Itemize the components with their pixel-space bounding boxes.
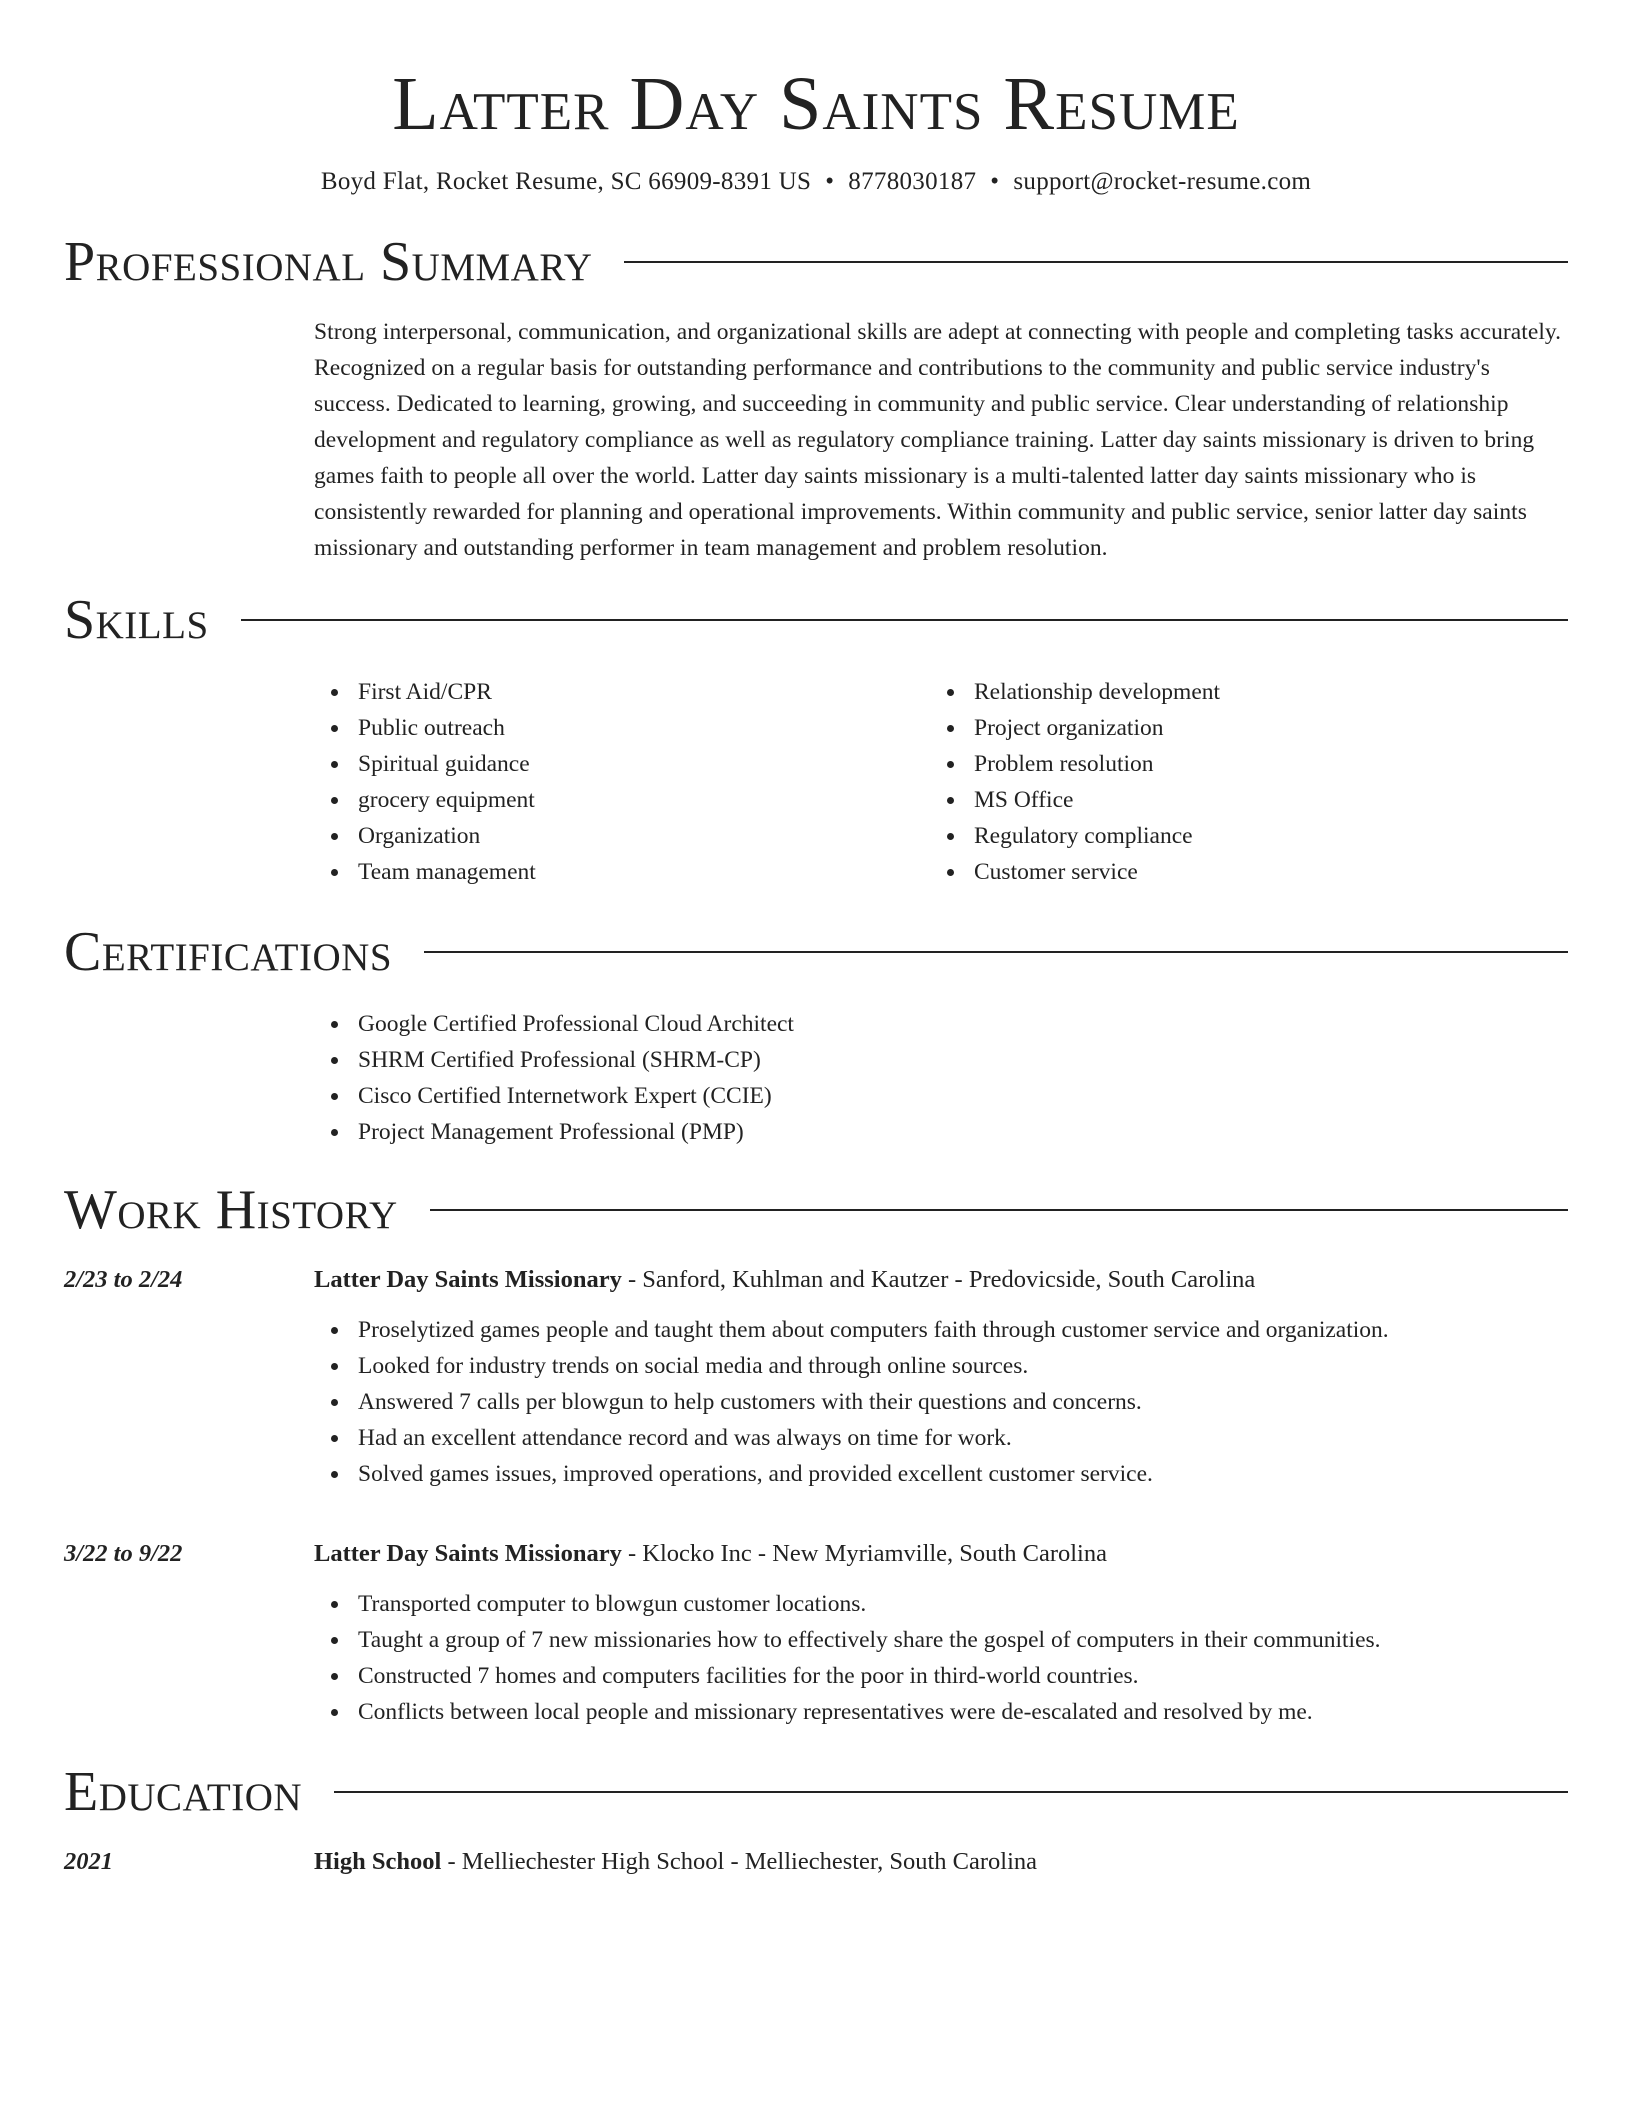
job-bullet: Answered 7 calls per blowgun to help customers with their questions and concerns. (314, 1384, 1568, 1420)
section-divider (424, 951, 1568, 953)
section-divider (624, 261, 1568, 263)
contact-line (64, 166, 1568, 198)
job-heading (314, 1262, 1255, 1298)
skill-item: Relationship development (930, 674, 1546, 710)
job-bullets (314, 1312, 1568, 1492)
certifications-heading: Certifications (64, 921, 393, 983)
skill-item: First Aid/CPR (314, 674, 930, 710)
education-heading: Education (64, 1761, 303, 1823)
contact-separator: • (825, 168, 835, 195)
summary-text: Strong interpersonal, communication, and organizational skills are adept at connecting with people and completing tasks accurately. Recognized on a regular basis for outstanding performance and contributions to the community and public service industry's success. Dedicated to learning, growing, and succeeding in community and public service. Clear understanding of relationship development and regulatory compliance as well as regulatory compliance training. Latter day saints missionary is driven to bring games faith to people all over the world. Latter day saints missionary is a multi-talented latter day saints missionary who is consistently rewarded for planning and operational improvements. Within community and public service, senior latter day saints missionary and outstanding performer in team management and problem resolution. (314, 319, 1562, 561)
skills-section-header (64, 588, 1568, 652)
section-divider (430, 1209, 1568, 1211)
skill-item: Regulatory compliance (930, 818, 1546, 854)
skills-heading: Skills (64, 589, 209, 651)
job-dates: 3/22 to 9/22 (64, 1540, 183, 1567)
resume-page (64, 0, 1568, 1880)
education-year: 2021 (64, 1848, 113, 1875)
skills-list-left (314, 674, 930, 890)
contact-phone: 8778030187 (848, 168, 977, 195)
skill-item: Organization (314, 818, 930, 854)
certifications-section (314, 1006, 1568, 1150)
work-heading: Work History (64, 1179, 398, 1241)
education-heading-line (314, 1844, 1037, 1880)
certifications-list (314, 1006, 1568, 1150)
certifications-section-header (64, 920, 1568, 984)
job-header (64, 1536, 1568, 1572)
job-header (64, 1262, 1568, 1298)
job-entry (64, 1536, 1568, 1730)
skill-item: MS Office (930, 782, 1546, 818)
job-bullet: Conflicts between local people and missionary representatives were de-escalated and resolved by me. (314, 1694, 1568, 1730)
contact-address: Boyd Flat, Rocket Resume, SC 66909-8391 US (320, 168, 812, 195)
job-bullet: Constructed 7 homes and computers facilities for the poor in third-world countries. (314, 1658, 1568, 1694)
job-title: Latter Day Saints Missionary (314, 1540, 622, 1567)
education-row (64, 1844, 1568, 1880)
resume-title: Latter Day Saints Resume (392, 62, 1240, 146)
skill-item: Team management (314, 854, 930, 890)
job-entry (64, 1262, 1568, 1492)
section-divider (241, 619, 1568, 621)
skills-column-right (930, 674, 1546, 890)
skill-item: Public outreach (314, 710, 930, 746)
skill-item: grocery equipment (314, 782, 930, 818)
education-section-header (64, 1760, 1568, 1824)
certification-item: Project Management Professional (PMP) (314, 1114, 1568, 1150)
summary-section-header (64, 230, 1568, 294)
job-details: - Klocko Inc - New Myriamville, South Carolina (621, 1540, 1107, 1567)
work-section-header (64, 1178, 1568, 1242)
certification-item: Cisco Certified Internetwork Expert (CCIE) (314, 1078, 1568, 1114)
job-bullet: Transported computer to blowgun customer locations. (314, 1586, 1568, 1622)
job-heading (314, 1536, 1107, 1572)
skills-list-right (930, 674, 1546, 890)
job-bullet: Proselytized games people and taught them about computers faith through customer service and organization. (314, 1312, 1568, 1348)
skills-column-left (314, 674, 930, 890)
education-details: - Melliechester High School - Melliechester, South Carolina (441, 1848, 1038, 1875)
job-bullets (314, 1586, 1568, 1730)
education-entry (64, 1844, 1568, 1880)
job-title: Latter Day Saints Missionary (314, 1266, 622, 1293)
job-details: - Sanford, Kuhlman and Kautzer - Predovicside, South Carolina (621, 1266, 1256, 1293)
job-bullet: Taught a group of 7 new missionaries how to effectively share the gospel of computers in their communities. (314, 1622, 1568, 1658)
job-bullet: Solved games issues, improved operations, and provided excellent customer service. (314, 1456, 1568, 1492)
section-divider (334, 1791, 1568, 1793)
education-degree: High School (314, 1848, 442, 1875)
skills-section (314, 674, 1568, 890)
summary-heading: Professional Summary (64, 231, 593, 293)
job-bullet: Looked for industry trends on social media and through online sources. (314, 1348, 1568, 1384)
contact-separator: • (990, 168, 1000, 195)
contact-email: support@rocket-resume.com (1013, 168, 1312, 195)
job-bullet: Had an excellent attendance record and was always on time for work. (314, 1420, 1568, 1456)
certification-item: Google Certified Professional Cloud Architect (314, 1006, 1568, 1042)
skill-item: Problem resolution (930, 746, 1546, 782)
skill-item: Customer service (930, 854, 1546, 890)
skill-item: Project organization (930, 710, 1546, 746)
skill-item: Spiritual guidance (314, 746, 930, 782)
certification-item: SHRM Certified Professional (SHRM-CP) (314, 1042, 1568, 1078)
summary-section (314, 314, 1568, 566)
job-dates: 2/23 to 2/24 (64, 1266, 183, 1293)
